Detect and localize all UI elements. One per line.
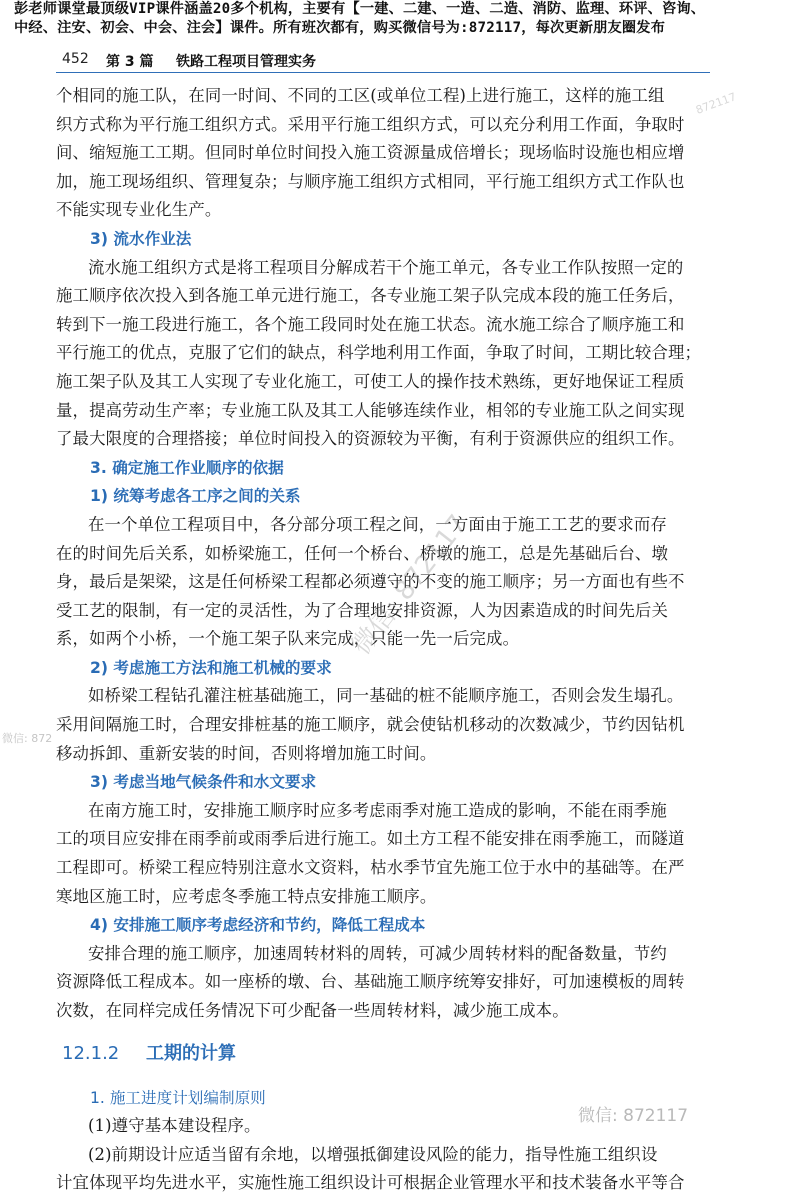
paragraph-line: 在一个单位工程项目中，各分部分项工程之间，一方面由于施工工艺的要求而存	[88, 514, 667, 534]
subsection-heading: 3) 流水作业法	[90, 229, 192, 248]
subsection-heading: 4) 安排施工顺序考虑经济和节约，降低工程成本	[90, 916, 426, 935]
watermark-text: 872117	[694, 90, 738, 117]
paragraph-line: 转到下一施工段进行施工，各个施工段同时处在施工状态。流水施工综合了顺序施工和	[56, 314, 685, 334]
paragraph-line: 施工顺序依次投入到各施工单元进行施工，各专业施工架子队完成本段的施工任务后，	[56, 286, 685, 306]
paragraph-line: 织方式称为平行施工组织方式。采用平行施工组织方式，可以充分利用工作面，争取时	[56, 114, 685, 134]
paragraph-line: 平行施工的优点，克服了它们的缺点，科学地利用工作面，争取了时间，工期比较合理；	[56, 343, 702, 363]
paragraph-line: 受工艺的限制，有一定的灵活性，为了合理地安排资源，人为因素造成的时间先后关	[56, 600, 669, 620]
paragraph-line: 加，施工现场组织、管理复杂；与顺序施工组织方式相同，平行施工组织方式工作队也	[56, 171, 685, 191]
paragraph-line: 工的项目应安排在雨季前或雨季后进行施工。如土方工程不能安排在雨季施工，而隧道	[56, 829, 685, 849]
promo-banner-line-2: 中经、注安、初会、中会、注会】课件。所有班次都有，购买微信号为:872117，每次更新朋友圈发布	[14, 20, 666, 36]
part-title: 铁路工程项目管理实务	[176, 54, 316, 70]
paragraph-line: 流水施工组织方式是将工程项目分解成若干个施工单元，各专业工作队按照一定的	[88, 257, 684, 277]
paragraph-line: 个相同的施工队，在同一时间、不同的工区(或单位工程)上进行施工，这样的施工组	[56, 86, 665, 105]
subsection-heading: 3) 考虑当地气候条件和水文要求	[90, 773, 317, 792]
footer-watermark: 微信: 872117	[578, 1106, 689, 1126]
paragraph-line: (1)遵守基本建设程序。	[88, 1116, 261, 1136]
section-title: 工期的计算	[146, 1042, 236, 1064]
paragraph-line: 工程即可。桥梁工程应特别注意水文资料，枯水季节宜先施工位于水中的基础等。在严	[56, 858, 685, 878]
promo-banner-line-1: 彭老师课堂最顶级VIP课件涵盖20多个机构，主要有【一建、二建、一造、二造、消防、监理、环评、咨询、	[14, 1, 706, 17]
paragraph-line: 次数，在同样完成任务情况下可少配备一些周转材料，减少施工成本。	[56, 1001, 569, 1020]
paragraph-line: (2)前期设计应适当留有余地，以增强抵御建设风险的能力，指导性施工组织设	[88, 1144, 658, 1164]
paragraph-line: 量，提高劳动生产率；专业施工队及其工人能够连续作业，相邻的专业施工队之间实现	[56, 400, 685, 420]
section-heading	[62, 1038, 716, 1070]
paragraph-line: 移动拆卸、重新安装的时间，否则将增加施工时间。	[56, 743, 437, 763]
paragraph-line: 寒地区施工时，应考虑冬季施工特点安排施工顺序。	[56, 886, 437, 906]
paragraph-line: 施工架子队及其工人实现了专业化施工，可使工人的操作技术熟练，更好地保证工程质	[56, 371, 685, 391]
watermark-text: 微信: 872117	[346, 509, 474, 661]
paragraph-line: 了最大限度的合理搭接；单位时间投入的资源较为平衡，有利于资源供应的组织工作。	[56, 429, 685, 449]
subsection-heading: 1. 施工进度计划编制原则	[90, 1088, 266, 1107]
paragraph-line: 不能实现专业化生产。	[56, 200, 222, 220]
running-header	[56, 50, 710, 73]
subsection-heading: 3. 确定施工作业顺序的依据	[90, 458, 284, 477]
part-label: 第 3 篇	[106, 54, 154, 70]
paragraph-line: 如桥梁工程钻孔灌注桩基础施工，同一基础的桩不能顺序施工，否则会发生塌孔。	[88, 686, 684, 706]
paragraph-line: 身，最后是架梁，这是任何桥梁工程都必须遵守的不变的施工顺序；另一方面也有些不	[56, 572, 685, 592]
section-number: 12.1.2	[62, 1042, 120, 1064]
page-body	[56, 82, 716, 1198]
paragraph-line: 安排合理的施工顺序，加速周转材料的周转，可减少周转材料的配备数量，节约	[88, 943, 667, 963]
paragraph-line: 在南方施工时，安排施工顺序时应多考虑雨季对施工造成的影响，不能在雨季施	[88, 800, 667, 820]
paragraph-line: 在的时间先后关系，如桥梁施工，任何一个桥台、桥墩的施工，总是先基础后台、墩	[56, 543, 669, 563]
subsection-heading: 1) 统筹考虑各工序之间的关系	[90, 487, 301, 506]
paragraph-line: 间、缩短施工工期。但同时单位时间投入施工资源量成倍增长；现场临时设施也相应增	[56, 143, 685, 163]
watermark-text: 微信: 872	[2, 732, 53, 745]
promo-banner	[14, 0, 794, 38]
page-number: 452	[62, 51, 89, 67]
subsection-heading: 2) 考虑施工方法和施工机械的要求	[90, 658, 332, 677]
paragraph-line: 资源降低工程成本。如一座桥的墩、台、基础施工顺序统筹安排好，可加速模板的周转	[56, 972, 685, 992]
paragraph-line: 采用间隔施工时，合理安排桩基的施工顺序，就会使钻机移动的次数减少，节约因钻机	[56, 715, 685, 735]
paragraph-line: 计宜体现平均先进水平，实施性施工组织设计可根据企业管理水平和技术装备水平等合	[56, 1173, 685, 1193]
paragraph-line: 系，如两个小桥，一个施工架子队来完成，只能一先一后完成。	[56, 629, 520, 649]
